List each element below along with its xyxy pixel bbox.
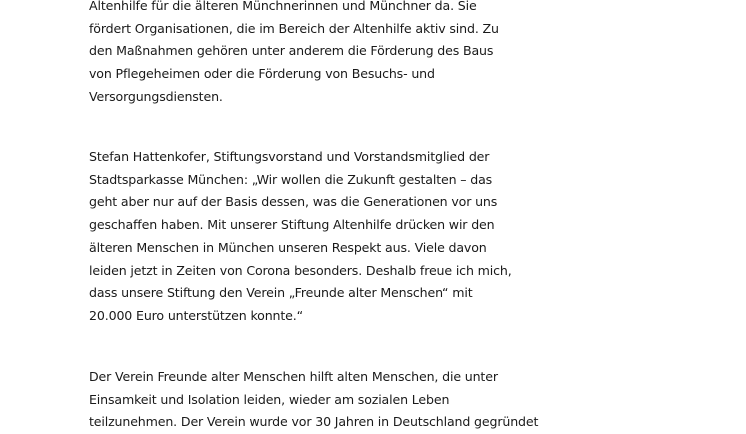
text-line: geschaffen haben. Mit unserer Stiftung Altenhilfe drücken wir den [89, 217, 495, 233]
text-line: dass unsere Stiftung den Verein „Freunde alter Menschen“ mit [89, 285, 473, 301]
text-line: geht aber nur auf der Basis dessen, was die Generationen vor uns [89, 194, 498, 210]
text-line: den Maßnahmen gehören unter anderem die Förderung des Baus [89, 43, 494, 59]
text-line: Versorgungsdiensten. [89, 88, 223, 104]
text-line: fördert Organisationen, die im Bereich der Altenhilfe aktiv sind. Zu [89, 20, 499, 36]
text-line: Altenhilfe für die älteren Münchnerinnen und Münchner da. Sie [89, 0, 477, 13]
text-line: 20.000 Euro unterstützen konnte.“ [89, 307, 303, 323]
text-line: Stadtsparkasse München: „Wir wollen die Zukunft gestalten – das [89, 171, 493, 187]
paragraph-altenhilfe-intro [89, 0, 529, 109]
paragraph-hattenkofer-quote [89, 146, 529, 328]
text-line: Der Verein Freunde alter Menschen hilft alten Menschen, die unter [89, 369, 498, 384]
text-line: leiden jetzt in Zeiten von Corona besonders. Deshalb freue ich mich, [89, 262, 512, 278]
text-line: von Pflegeheimen oder die Förderung von Besuchs- und [89, 66, 435, 82]
text-line: teilzunehmen. Der Verein wurde vor 30 Jahren in Deutschland gegründet [89, 414, 539, 430]
paragraph-verein-intro [89, 366, 539, 434]
text-line: Einsamkeit und Isolation leiden, wieder am sozialen Leben [89, 391, 450, 407]
text-line: älteren Menschen in München unseren Respekt aus. Viele davon [89, 239, 487, 255]
text-line: Stefan Hattenkofer, Stiftungsvorstand und Vorstandsmitglied der [89, 149, 490, 164]
